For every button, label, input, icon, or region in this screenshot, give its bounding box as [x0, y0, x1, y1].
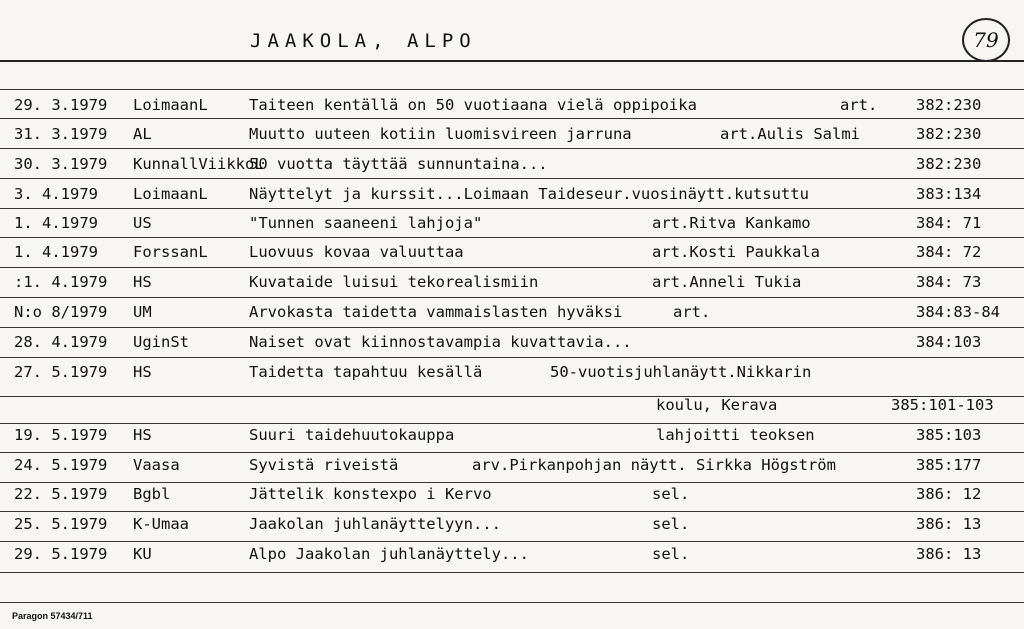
- clipping-reference: 382:230: [916, 96, 982, 114]
- clipping-title: Muutto uuteen kotiin luomisvireen jarruna: [249, 125, 632, 143]
- clipping-reference: 385:101-103: [891, 396, 994, 414]
- row-divider: [0, 511, 1024, 512]
- clipping-row: [0, 544, 1024, 564]
- clipping-source: KU: [133, 545, 152, 563]
- clipping-row: [0, 484, 1024, 504]
- clipping-title: Luovuus kovaa valuuttaa: [249, 243, 464, 261]
- row-divider: [0, 572, 1024, 573]
- clipping-title: Alpo Jaakolan juhlanäyttely...: [249, 545, 529, 563]
- clipping-author: art.Kosti Paukkala: [652, 243, 820, 261]
- clipping-row: [0, 455, 1024, 475]
- clipping-reference: 386: 12: [916, 485, 982, 503]
- row-divider: [0, 118, 1024, 119]
- card-number-badge: [962, 18, 1010, 62]
- clipping-row: [0, 184, 1024, 204]
- clipping-title: Syvistä riveistä: [249, 456, 399, 474]
- clipping-source: KunnallViikkoL: [133, 155, 264, 173]
- clipping-title: Kuvataide luisui tekorealismiin: [249, 273, 539, 291]
- clipping-author: 50-vuotisjuhlanäytt.Nikkarin: [550, 363, 812, 381]
- clipping-row: [0, 95, 1024, 115]
- clipping-source: Bgbl: [133, 485, 171, 503]
- clipping-title: Suuri taidehuutokauppa: [249, 426, 455, 444]
- clipping-reference: 384: 71: [916, 214, 982, 232]
- row-divider: [0, 237, 1024, 238]
- clipping-row: [0, 154, 1024, 174]
- printer-mark: Paragon 57434/711: [12, 611, 93, 621]
- clipping-source: K-Umaa: [133, 515, 189, 533]
- clipping-author: sel.: [652, 515, 690, 533]
- clipping-reference: 386: 13: [916, 515, 982, 533]
- clipping-source: ForssanL: [133, 243, 208, 261]
- clipping-date: :1. 4.1979: [14, 273, 108, 291]
- clipping-source: UginSt: [133, 333, 189, 351]
- row-divider: [0, 423, 1024, 424]
- card-number: 79: [973, 28, 999, 52]
- clipping-author: art.: [840, 96, 878, 114]
- clipping-reference: 384:83-84: [916, 303, 1000, 321]
- row-divider: [0, 208, 1024, 209]
- clipping-reference: 385:103: [916, 426, 982, 444]
- clipping-date: 27. 5.1979: [14, 363, 108, 381]
- clipping-date: 29. 5.1979: [14, 545, 108, 563]
- clipping-title: 50 vuotta täyttää sunnuntaina...: [249, 155, 548, 173]
- clipping-author: art.Anneli Tukia: [652, 273, 802, 291]
- clipping-row: [0, 242, 1024, 262]
- clipping-source: HS: [133, 426, 152, 444]
- clipping-row: [0, 272, 1024, 292]
- row-divider: [0, 357, 1024, 358]
- header-rule: [0, 60, 1024, 62]
- clipping-author: art.Ritva Kankamo: [652, 214, 811, 232]
- clipping-row: [0, 302, 1024, 322]
- clipping-source: Vaasa: [133, 456, 180, 474]
- clipping-row: [0, 213, 1024, 233]
- clipping-title: "Tunnen saaneeni lahjoja": [249, 214, 483, 232]
- clipping-reference: 384:103: [916, 333, 982, 351]
- clipping-reference: 386: 13: [916, 545, 982, 563]
- clipping-date: 22. 5.1979: [14, 485, 108, 503]
- clipping-date: 24. 5.1979: [14, 456, 108, 474]
- clipping-author: lahjoitti teoksen: [656, 426, 815, 444]
- clipping-title: Jättelik konstexpo i Kervo: [249, 485, 492, 503]
- clipping-date: 31. 3.1979: [14, 125, 108, 143]
- clipping-date: 19. 5.1979: [14, 426, 108, 444]
- clipping-author: koulu, Kerava: [656, 396, 778, 414]
- clipping-reference: 385:177: [916, 456, 982, 474]
- card-title: JAAKOLA, ALPO: [250, 30, 477, 52]
- clipping-reference: 382:230: [916, 125, 982, 143]
- clipping-reference: 383:134: [916, 185, 982, 203]
- clipping-source: AL: [133, 125, 152, 143]
- clipping-date: 1. 4.1979: [14, 243, 98, 261]
- clipping-author: art.: [673, 303, 711, 321]
- row-divider: [0, 452, 1024, 453]
- clipping-reference: 384: 72: [916, 243, 982, 261]
- clipping-date: 1. 4.1979: [14, 214, 98, 232]
- row-divider: [0, 89, 1024, 90]
- clipping-source: US: [133, 214, 152, 232]
- row-divider: [0, 327, 1024, 328]
- clipping-source: HS: [133, 363, 152, 381]
- bottom-rule: [0, 602, 1024, 603]
- row-divider: [0, 482, 1024, 483]
- clipping-author: arv.Pirkanpohjan näytt. Sirkka Högström: [472, 456, 836, 474]
- row-divider: [0, 178, 1024, 179]
- clipping-source: UM: [133, 303, 152, 321]
- clipping-row: [0, 362, 1024, 382]
- clipping-row: [0, 425, 1024, 445]
- clipping-source: LoimaanL: [133, 185, 208, 203]
- clipping-source: LoimaanL: [133, 96, 208, 114]
- clipping-date: 25. 5.1979: [14, 515, 108, 533]
- clipping-row: [0, 332, 1024, 352]
- clipping-title: Näyttelyt ja kurssit...Loimaan Taideseur.vuosinäytt.kutsuttu: [249, 185, 809, 203]
- clipping-title: Taidetta tapahtuu kesällä: [249, 363, 483, 381]
- clipping-title: Naiset ovat kiinnostavampia kuvattavia...: [249, 333, 632, 351]
- clipping-row: [0, 514, 1024, 534]
- clipping-title: Arvokasta taidetta vammaislasten hyväksi: [249, 303, 623, 321]
- row-divider: [0, 148, 1024, 149]
- clipping-title: Taiteen kentällä on 50 vuotiaana vielä oppipoika: [249, 96, 697, 114]
- clipping-title: Jaakolan juhlanäyttelyyn...: [249, 515, 501, 533]
- row-divider: [0, 541, 1024, 542]
- clipping-date: 3. 4.1979: [14, 185, 98, 203]
- clipping-author: art.Aulis Salmi: [720, 125, 860, 143]
- clipping-source: HS: [133, 273, 152, 291]
- clipping-row: [0, 124, 1024, 144]
- clipping-row: [0, 395, 1024, 415]
- clipping-date: 29. 3.1979: [14, 96, 108, 114]
- row-divider: [0, 267, 1024, 268]
- clipping-date: 30. 3.1979: [14, 155, 108, 173]
- clipping-reference: 382:230: [916, 155, 982, 173]
- clipping-reference: 384: 73: [916, 273, 982, 291]
- clipping-date: 28. 4.1979: [14, 333, 108, 351]
- row-divider: [0, 297, 1024, 298]
- clipping-author: sel.: [652, 485, 690, 503]
- clipping-date: N:o 8/1979: [14, 303, 108, 321]
- clipping-author: sel.: [652, 545, 690, 563]
